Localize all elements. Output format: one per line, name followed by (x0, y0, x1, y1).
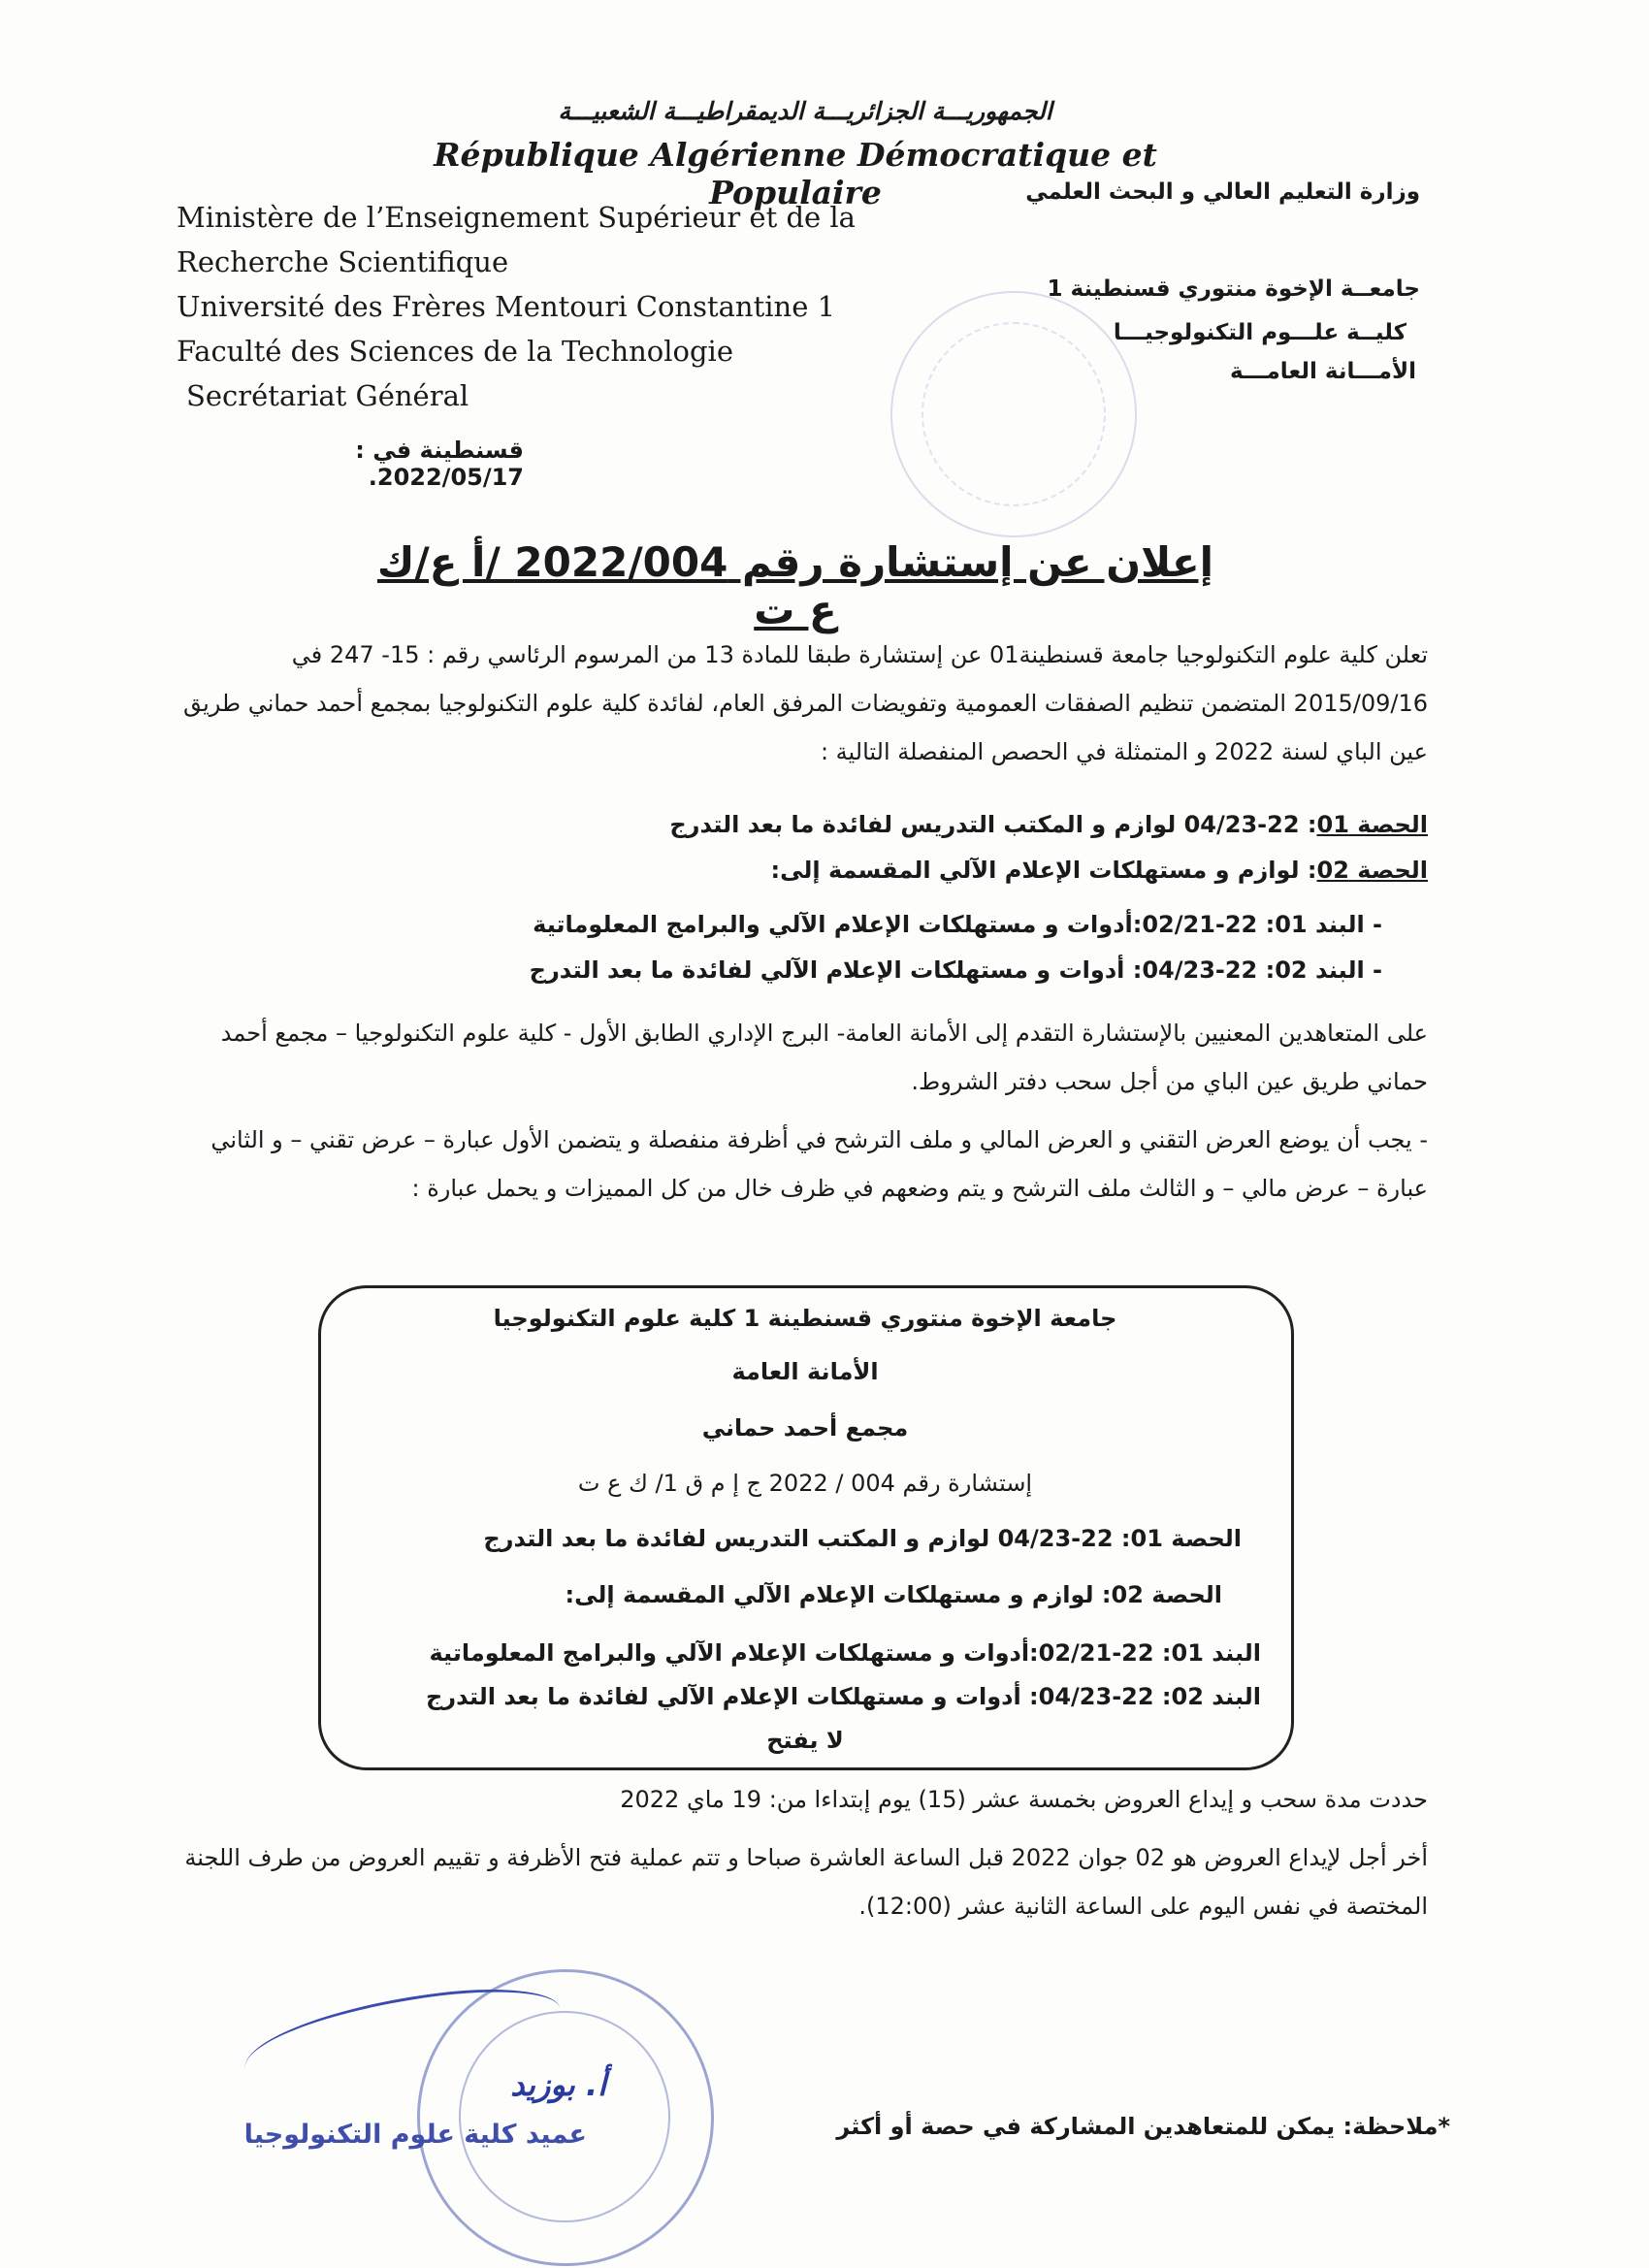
republic-name-arabic: الجمهوريـــة الجزائريـــة الديمقراطيـــة الشعبيـــة (558, 97, 1052, 125)
box-do-not-open: لا يفتح (766, 1727, 844, 1754)
signatory-title: عميد كلية علوم التكنولوجيا (243, 2120, 587, 2150)
university-fr-line: Université des Frères Mentouri Constantine 1 (177, 290, 836, 323)
ministry-fr-line-2: Recherche Scientifique (177, 245, 509, 278)
secretariat-ar-line: الأمـــانة العامـــة (1230, 359, 1416, 384)
deadline-paragraph: أخر أجل لإيداع العروض هو 02 جوان 2022 قبل الساعة العاشرة صباحا و تتم عملية فتح الأظرفة و تقييم العروض من طرف اللجنة المختصة في نفس اليوم على الساعة الثانية عشر (12:00). (184, 1844, 1428, 1920)
box-item-1: البند 01: 22-02/21:أدوات و مستهلكات الإعلام الآلي والبرامج المعلوماتية (429, 1639, 1261, 1667)
lot-2 (167, 846, 1428, 894)
faculty-fr-line: Faculté des Sciences de la Technologie (177, 335, 733, 368)
intro-paragraph: تعلن كلية علوم التكنولوجيا جامعة قسنطينة01 عن إستشارة طبقا للمادة 13 من المرسوم الرئاسي رقم : 15- 247 في 2015/09/16 المتضمن تنظيم الصفقات العمومية وتفويضات المرفق العام، لفائدة كلية علوم التكنولوجيا بمجمع أحمد حماني طريق عين الباي لسنة 2022 و المتمثلة في الحصص المنفصلة التالية : (183, 641, 1428, 765)
faint-seal-stamp (890, 291, 1137, 537)
lot-2-label: الحصة 02 (1316, 857, 1428, 884)
faculty-ar-line: كليــة علـــوم التكنولوجيـــا (1113, 320, 1406, 345)
ministry-fr-line-1: Ministère de l’Enseignement Supérieur et de la (177, 201, 856, 234)
lot-2-text: : لوازم و مستهلكات الإعلام الآلي المقسمة إلى: (770, 857, 1317, 884)
republic-name-french: République Algérienne Démocratique et Populaire (434, 136, 1157, 211)
lot-1-text: : 22-04/23 لوازم و المكتب التدريس لفائدة ما بعد التدرج (669, 811, 1317, 838)
signatory-name: أ. بوزيد (510, 2066, 606, 2103)
lot-1-label: الحصة 01 (1316, 811, 1428, 838)
secretariat-fr-line: Secrétariat Général (186, 379, 469, 412)
box-lot-2: الحصة 02: لوازم و مستهلكات الإعلام الآلي المقسمة إلى: (565, 1581, 1222, 1608)
box-campus-line: مجمع أحمد حماني (701, 1414, 909, 1442)
lot-2-item-2: - البند 02: 22-04/23: أدوات و مستهلكات الإعلام الآلي لفائدة ما بعد التدرج (529, 956, 1382, 984)
contractors-paragraph: على المتعاهدين المعنيين بالإستشارة التقدم إلى الأمانة العامة- البرج الإداري الطابق الأول - كلية علوم التكنولوجيا – مجمع أحمد حماني طريق عين الباي من أجل سحب دفتر الشروط. (220, 1020, 1428, 1095)
university-ar-line: جامعــة الإخوة منتوري قسنطينة 1 (1047, 276, 1420, 302)
envelope-instructions-paragraph: - يجب أن يوضع العرض التقني و العرض المالي و ملف الترشح في أظرفة منفصلة و يتضمن الأول عبارة – عرض تقني – و الثاني عبارة – عرض مالي – و الثالث ملف الترشح و يتم وضعهم في ظرف خال من كل المميزات و يحمل عبارة : (210, 1126, 1428, 1202)
box-consultation-number: إستشارة رقم 004 / 2022 ج إ م ق 1/ ك ع ت (577, 1470, 1033, 1497)
date-line: قسنطينة في : 2022/05/17. (355, 437, 524, 491)
box-university-line: جامعة الإخوة منتوري قسنطينة 1 كلية علوم التكنولوجيا (493, 1305, 1117, 1332)
box-lot-1: الحصة 01: 22-04/23 لوازم و المكتب التدريس لفائدة ما بعد التدرج (483, 1525, 1242, 1552)
lot-2-item-1: - البند 01: 22-02/21:أدوات و مستهلكات الإعلام الآلي والبرامج المعلوماتية (533, 911, 1382, 938)
lot-1 (167, 800, 1428, 849)
announcement-title: إعلان عن إستشارة رقم 2022/004 /أ ع/ك ع ت (376, 538, 1214, 633)
participation-note: *ملاحظة: يمكن للمتعاهدين المشاركة في حصة أو أكثر (836, 2113, 1450, 2140)
submission-period-paragraph: حددت مدة سحب و إيداع العروض بخمسة عشر (15) يوم إبتداءا من: 19 ماي 2022 (620, 1786, 1428, 1813)
box-secretariat-line: الأمانة العامة (731, 1358, 879, 1385)
box-item-2: البند 02: 22-04/23: أدوات و مستهلكات الإعلام الآلي لفائدة ما بعد التدرج (425, 1683, 1261, 1710)
ministry-ar-line: وزارة التعليم العالي و البحث العلمي (1025, 179, 1420, 205)
